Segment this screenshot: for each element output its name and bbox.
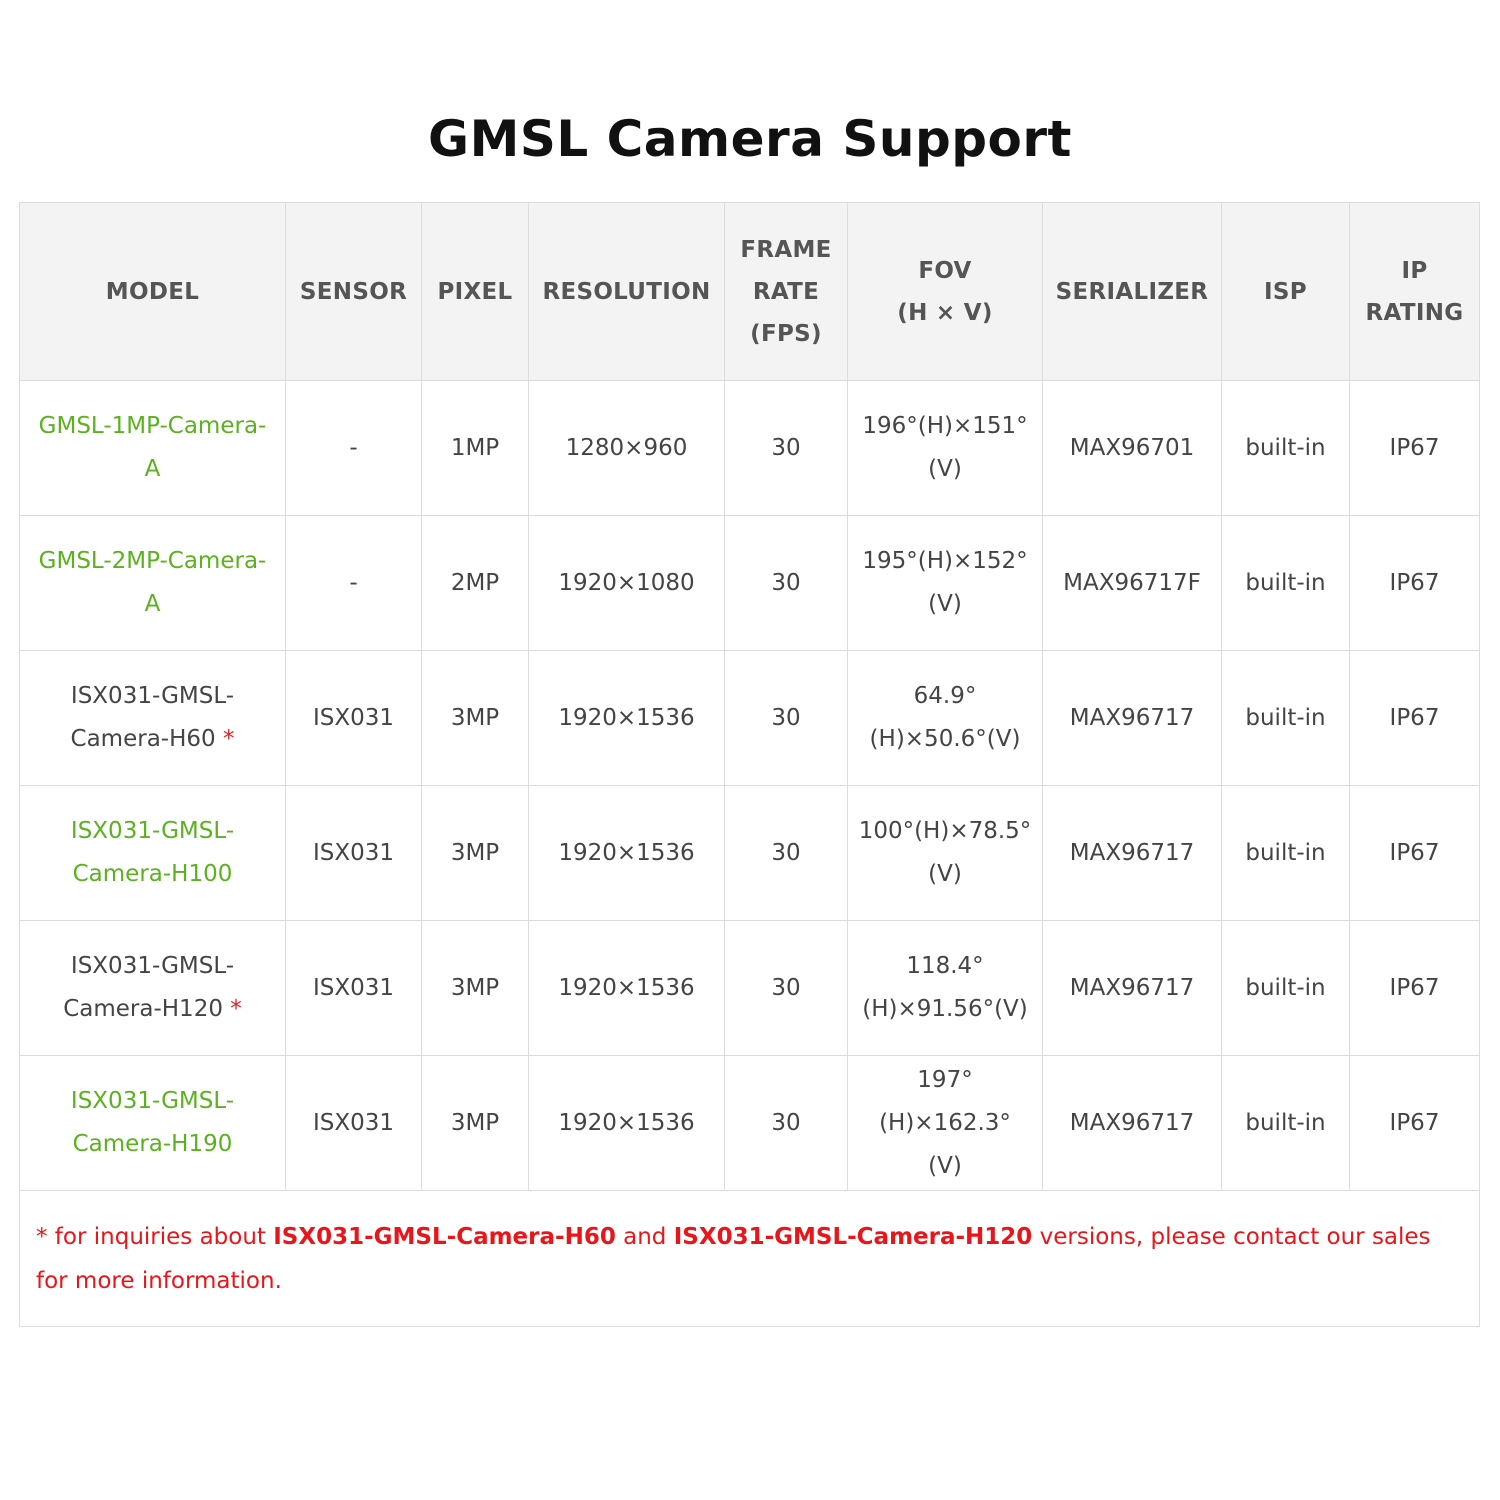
- fov-line: (V): [928, 861, 962, 887]
- column-header-line: RESOLUTION: [542, 278, 711, 305]
- ip-rating-cell: IP67: [1350, 651, 1480, 786]
- sensor-cell: ISX031: [286, 786, 422, 921]
- table-row: [20, 786, 1480, 921]
- resolution-cell: 1920×1536: [529, 921, 725, 1056]
- column-header-frame-rate: [725, 203, 848, 381]
- isp-cell: built-in: [1222, 651, 1350, 786]
- model-name-line[interactable]: ISX031-GMSL-: [70, 1088, 235, 1114]
- resolution-cell: 1920×1536: [529, 1056, 725, 1191]
- model-name: [20, 921, 286, 1056]
- column-header-line: SERIALIZER: [1055, 278, 1209, 305]
- frame-rate-cell: 30: [725, 516, 848, 651]
- model-link[interactable]: [20, 516, 286, 651]
- page-title: GMSL Camera Support: [428, 110, 1072, 168]
- column-header-line: IP: [1401, 257, 1428, 284]
- column-header-line: FRAME: [740, 236, 832, 263]
- resolution-cell: 1280×960: [529, 381, 725, 516]
- model-name-line[interactable]: ISX031-GMSL-: [70, 818, 235, 844]
- footnote: [20, 1191, 1480, 1327]
- table-row: [20, 651, 1480, 786]
- column-header-ip-rating: [1350, 203, 1480, 381]
- model-link[interactable]: [20, 381, 286, 516]
- model-name-line[interactable]: GMSL-2MP-Camera-: [38, 548, 267, 574]
- column-header-resolution: [529, 203, 725, 381]
- serializer-cell: MAX96717: [1043, 786, 1222, 921]
- footnote-model-h120: ISX031-GMSL-Camera-H120: [673, 1223, 1033, 1250]
- column-header-line: SENSOR: [299, 278, 408, 305]
- model-name-line: ISX031-GMSL-: [70, 953, 235, 979]
- inquiry-asterisk: *: [222, 726, 235, 752]
- fov-cell: [848, 1056, 1043, 1191]
- fov-line: (V): [928, 456, 962, 482]
- fov-cell: [848, 921, 1043, 1056]
- sensor-cell: ISX031: [286, 651, 422, 786]
- footnote-prefix: * for inquiries about: [36, 1223, 274, 1250]
- fov-line: (V): [928, 591, 962, 617]
- serializer-cell: MAX96701: [1043, 381, 1222, 516]
- note-row: [20, 1191, 1480, 1327]
- column-header-serializer: [1043, 203, 1222, 381]
- isp-cell: built-in: [1222, 921, 1350, 1056]
- frame-rate-cell: 30: [725, 1056, 848, 1191]
- table-header-row: [20, 203, 1480, 381]
- ip-rating-cell: IP67: [1350, 1056, 1480, 1191]
- ip-rating-cell: IP67: [1350, 786, 1480, 921]
- model-name-line: Camera-H60: [70, 726, 216, 752]
- model-name: [20, 651, 286, 786]
- sensor-cell: ISX031: [286, 1056, 422, 1191]
- isp-cell: built-in: [1222, 381, 1350, 516]
- table-row: [20, 921, 1480, 1056]
- model-link[interactable]: [20, 786, 286, 921]
- fov-line: 196°(H)×151°: [862, 413, 1028, 439]
- model-name-line: ISX031-GMSL-: [70, 683, 235, 709]
- column-header-line: MODEL: [105, 278, 200, 305]
- isp-cell: built-in: [1222, 786, 1350, 921]
- model-name-line[interactable]: GMSL-1MP-Camera-: [38, 413, 267, 439]
- fov-cell: [848, 381, 1043, 516]
- pixel-cell: 1MP: [422, 381, 529, 516]
- column-header-line: (H × V): [897, 299, 993, 326]
- camera-spec-table: [19, 202, 1480, 1327]
- serializer-cell: MAX96717F: [1043, 516, 1222, 651]
- model-name-line: Camera-H120: [63, 996, 223, 1022]
- footnote-suffix: versions, please contact our sales for more information.: [36, 1223, 1431, 1294]
- fov-cell: [848, 786, 1043, 921]
- fov-cell: [848, 651, 1043, 786]
- serializer-cell: MAX96717: [1043, 921, 1222, 1056]
- frame-rate-cell: 30: [725, 921, 848, 1056]
- serializer-cell: MAX96717: [1043, 651, 1222, 786]
- ip-rating-cell: IP67: [1350, 921, 1480, 1056]
- fov-line: (H)×91.56°(V): [862, 996, 1028, 1022]
- inquiry-asterisk: *: [230, 996, 242, 1022]
- isp-cell: built-in: [1222, 1056, 1350, 1191]
- column-header-fov: [848, 203, 1043, 381]
- model-link[interactable]: [20, 1056, 286, 1191]
- table-row: [20, 381, 1480, 516]
- frame-rate-cell: 30: [725, 786, 848, 921]
- fov-line: 118.4°: [906, 953, 984, 979]
- pixel-cell: 3MP: [422, 651, 529, 786]
- column-header-isp: [1222, 203, 1350, 381]
- footnote-middle: and: [615, 1223, 674, 1250]
- frame-rate-cell: 30: [725, 381, 848, 516]
- pixel-cell: 2MP: [422, 516, 529, 651]
- column-header-line: PIXEL: [437, 278, 513, 305]
- ip-rating-cell: IP67: [1350, 381, 1480, 516]
- pixel-cell: 3MP: [422, 921, 529, 1056]
- resolution-cell: 1920×1080: [529, 516, 725, 651]
- fov-line: (V): [928, 1152, 962, 1179]
- table-row: [20, 516, 1480, 651]
- resolution-cell: 1920×1536: [529, 651, 725, 786]
- sensor-cell: -: [286, 381, 422, 516]
- column-header-pixel: [422, 203, 529, 381]
- table-row: [20, 1056, 1480, 1191]
- fov-line: 100°(H)×78.5°: [858, 818, 1032, 844]
- column-header-line: RATING: [1365, 299, 1464, 326]
- model-name-line[interactable]: A: [144, 456, 161, 482]
- serializer-cell: MAX96717: [1043, 1056, 1222, 1191]
- fov-line: 64.9°: [913, 683, 977, 709]
- frame-rate-cell: 30: [725, 651, 848, 786]
- column-header-model: [20, 203, 286, 381]
- fov-line: 195°(H)×152°: [862, 548, 1028, 574]
- pixel-cell: 3MP: [422, 786, 529, 921]
- footnote-model-h60: ISX031-GMSL-Camera-H60: [273, 1223, 616, 1250]
- sensor-cell: -: [286, 516, 422, 651]
- column-header-line: FOV: [918, 257, 972, 284]
- pixel-cell: 3MP: [422, 1056, 529, 1191]
- model-name-line[interactable]: Camera-H100: [72, 861, 233, 887]
- model-name-line[interactable]: A: [144, 591, 161, 617]
- model-name-line[interactable]: Camera-H190: [72, 1131, 233, 1157]
- sensor-cell: ISX031: [286, 921, 422, 1056]
- column-header-line: RATE: [752, 278, 820, 305]
- column-header-line: ISP: [1264, 278, 1307, 305]
- column-header-sensor: [286, 203, 422, 381]
- fov-line: 197°(H)×162.3°: [879, 1066, 1011, 1136]
- fov-line: (H)×50.6°(V): [869, 726, 1021, 752]
- ip-rating-cell: IP67: [1350, 516, 1480, 651]
- isp-cell: built-in: [1222, 516, 1350, 651]
- fov-cell: [848, 516, 1043, 651]
- column-header-line: (FPS): [750, 320, 822, 347]
- resolution-cell: 1920×1536: [529, 786, 725, 921]
